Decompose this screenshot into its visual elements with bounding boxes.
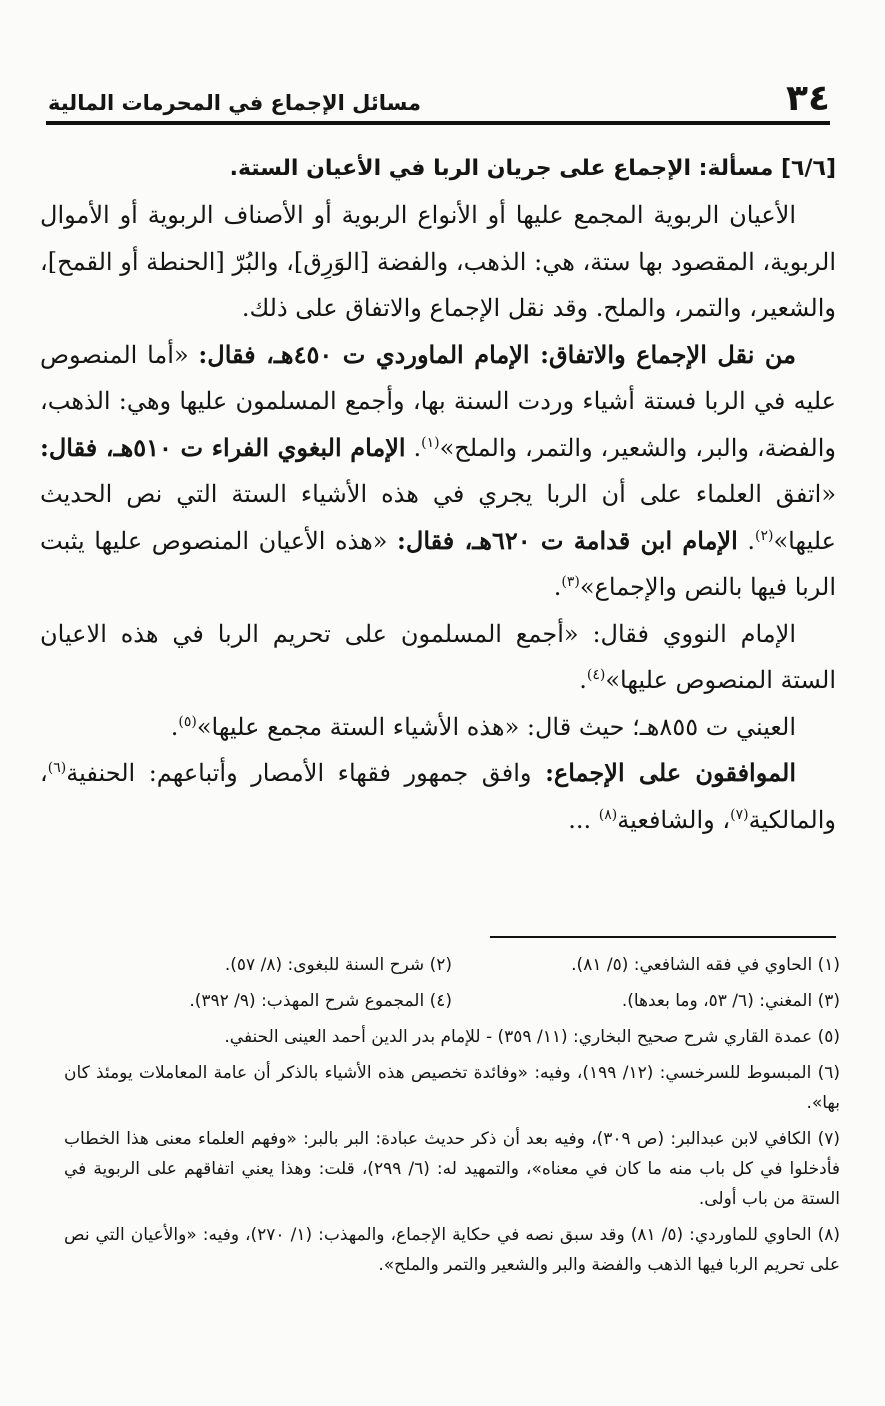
footnote-row (64, 950, 840, 980)
ayni-end-mark: . (170, 712, 179, 741)
footnote-ref-2: (٢) (754, 527, 774, 544)
separator-2: . (737, 526, 755, 555)
header-rule (46, 121, 830, 125)
footnote-ref-8: (٨) (598, 806, 618, 823)
continuation-mark: ... (568, 805, 599, 834)
agreeing-text: وافق جمهور فقهاء الأمصار وأتباعهم: الحنفية (66, 759, 546, 787)
footnote-1: (١) الحاوي في فقه الشافعي: (٥/ ٨١). (571, 955, 840, 975)
paragraph-agreeing (40, 750, 836, 843)
footnote-ref-7: (٧) (730, 806, 749, 823)
footnote-separator (490, 936, 836, 938)
footnote-4: (٤) المجموع شرح المهذب: (٩/ ٣٩٢). (189, 991, 452, 1011)
paragraph-transmitters (40, 332, 836, 611)
footnote-ref-5: (٥) (178, 713, 197, 730)
baghawi-quote: «اتفق العلماء على أن الربا يجري في هذه الأشياء الستة التي نص الحديث عليها» (40, 480, 837, 555)
shafiiyya-text: ، والشافعية (617, 805, 731, 834)
footnote-5: (٥) عمدة القاري شرح صحيح البخاري: (١١/ ٣٥٩) - للإمام بدر الدين أحمد العينى الحنفي. (224, 1027, 840, 1047)
mawardi-quote: «أما المنصوص عليه في الربا فستة أشياء وردت السنة بها، وأجمع المسلمون عليها وهي: الذهب، والفضة، والبر، والشعير، والتمر، والملح» (40, 340, 837, 462)
paragraph-intro: الأعيان الربوية المجمع عليها أو الأنواع الربوية أو الأصناف الربوية أو الأموال الربوية، المقصود بها ستة، هي: الذهب، والفضة [الوَرِق]، والبُرّ [الحنطة أو القمح]، والشعير، والتمر، والملح. وقد نقل الإجماع والاتفاق على ذلك. (40, 201, 836, 322)
ibn-qudama-lead: الإمام ابن قدامة ت ٦٢٠هـ، فقال: (397, 525, 738, 555)
main-text (40, 146, 836, 843)
footnote-ref-1: (١) (421, 434, 440, 451)
page-number: ٣٤ (786, 78, 830, 119)
footnote-6: (٦) المبسوط للسرخسي: (١٢/ ١٩٩)، وفيه: «وفائدة تخصيص هذه الأشياء بالذكر أن عامة المعاملات يومئذ كان بها». (64, 1063, 840, 1113)
transmitters-lead: من نقل الإجماع والاتفاق: الإمام الماوردي ت ٤٥٠هـ، فقال: (198, 339, 797, 369)
separator-1: . (405, 433, 422, 462)
issue-heading: [٦/٦] مسألة: الإجماع على جريان الربا في الأعيان الستة. (229, 156, 836, 181)
paragraph-end-mark: . (553, 573, 562, 601)
footnote-ref-6: (٦) (47, 760, 67, 776)
paragraph-nawawi (40, 611, 836, 704)
nawawi-end-mark: . (579, 666, 587, 694)
baghawi-lead: الإمام البغوي الفراء ت ٥١٠هـ، فقال: (40, 432, 406, 462)
agreeing-lead: الموافقون على الإجماع: (545, 758, 796, 787)
footnote-ref-3: (٣) (561, 574, 580, 590)
footnote-ref-4: (٤) (586, 667, 606, 683)
malikiyya-text: ، والمالكية (40, 759, 836, 834)
nawawi-quote: الإمام النووي فقال: «أجمع المسلمون على تحريم الربا في هذه الاعيان الستة المنصوص عليها» (40, 619, 836, 694)
footnote-2: (٢) شرح السنة للبغوى: (٨/ ٥٧). (224, 955, 452, 975)
footnote-8: (٨) الحاوي للماوردي: (٥/ ٨١) وقد سبق نصه في حكاية الإجماع، والمهذب: (١/ ٢٧٠)، وفيه: «والأعيان التي نص على تحريم الربا فيها الذهب والفضة والبر والشعير والتمر والملح». (64, 1225, 840, 1275)
ayni-quote: العيني ت ٨٥٥هـ؛ حيث قال: «هذه الأشياء الستة مجمع عليها» (196, 712, 796, 741)
ibn-qudama-quote: «هذه الأعيان المنصوص عليها يثبت الربا فيها بالنص والإجماع» (40, 526, 836, 601)
footnotes (64, 950, 840, 1286)
paragraph-ayni (40, 704, 836, 751)
footnote-3: (٣) المغني: (٦/ ٥٣، وما بعدها). (621, 991, 840, 1011)
running-title: مسائل الإجماع في المحرمات المالية (48, 91, 421, 115)
footnote-row (64, 986, 840, 1016)
footnote-7: (٧) الكافي لابن عبدالبر: (ص ٣٠٩)، وفيه بعد أن ذكر حديث عبادة: البر بالبر: «وفهم العلماء معنى هذا الخطاب فأدخلوا في كل باب منه ما كان في معناه»، والتمهيد له: (٦/ ٢٩٩)، قلت: وهذا يعني اتفاقهم على الربوية في الستة من باب أولى. (64, 1129, 841, 1209)
